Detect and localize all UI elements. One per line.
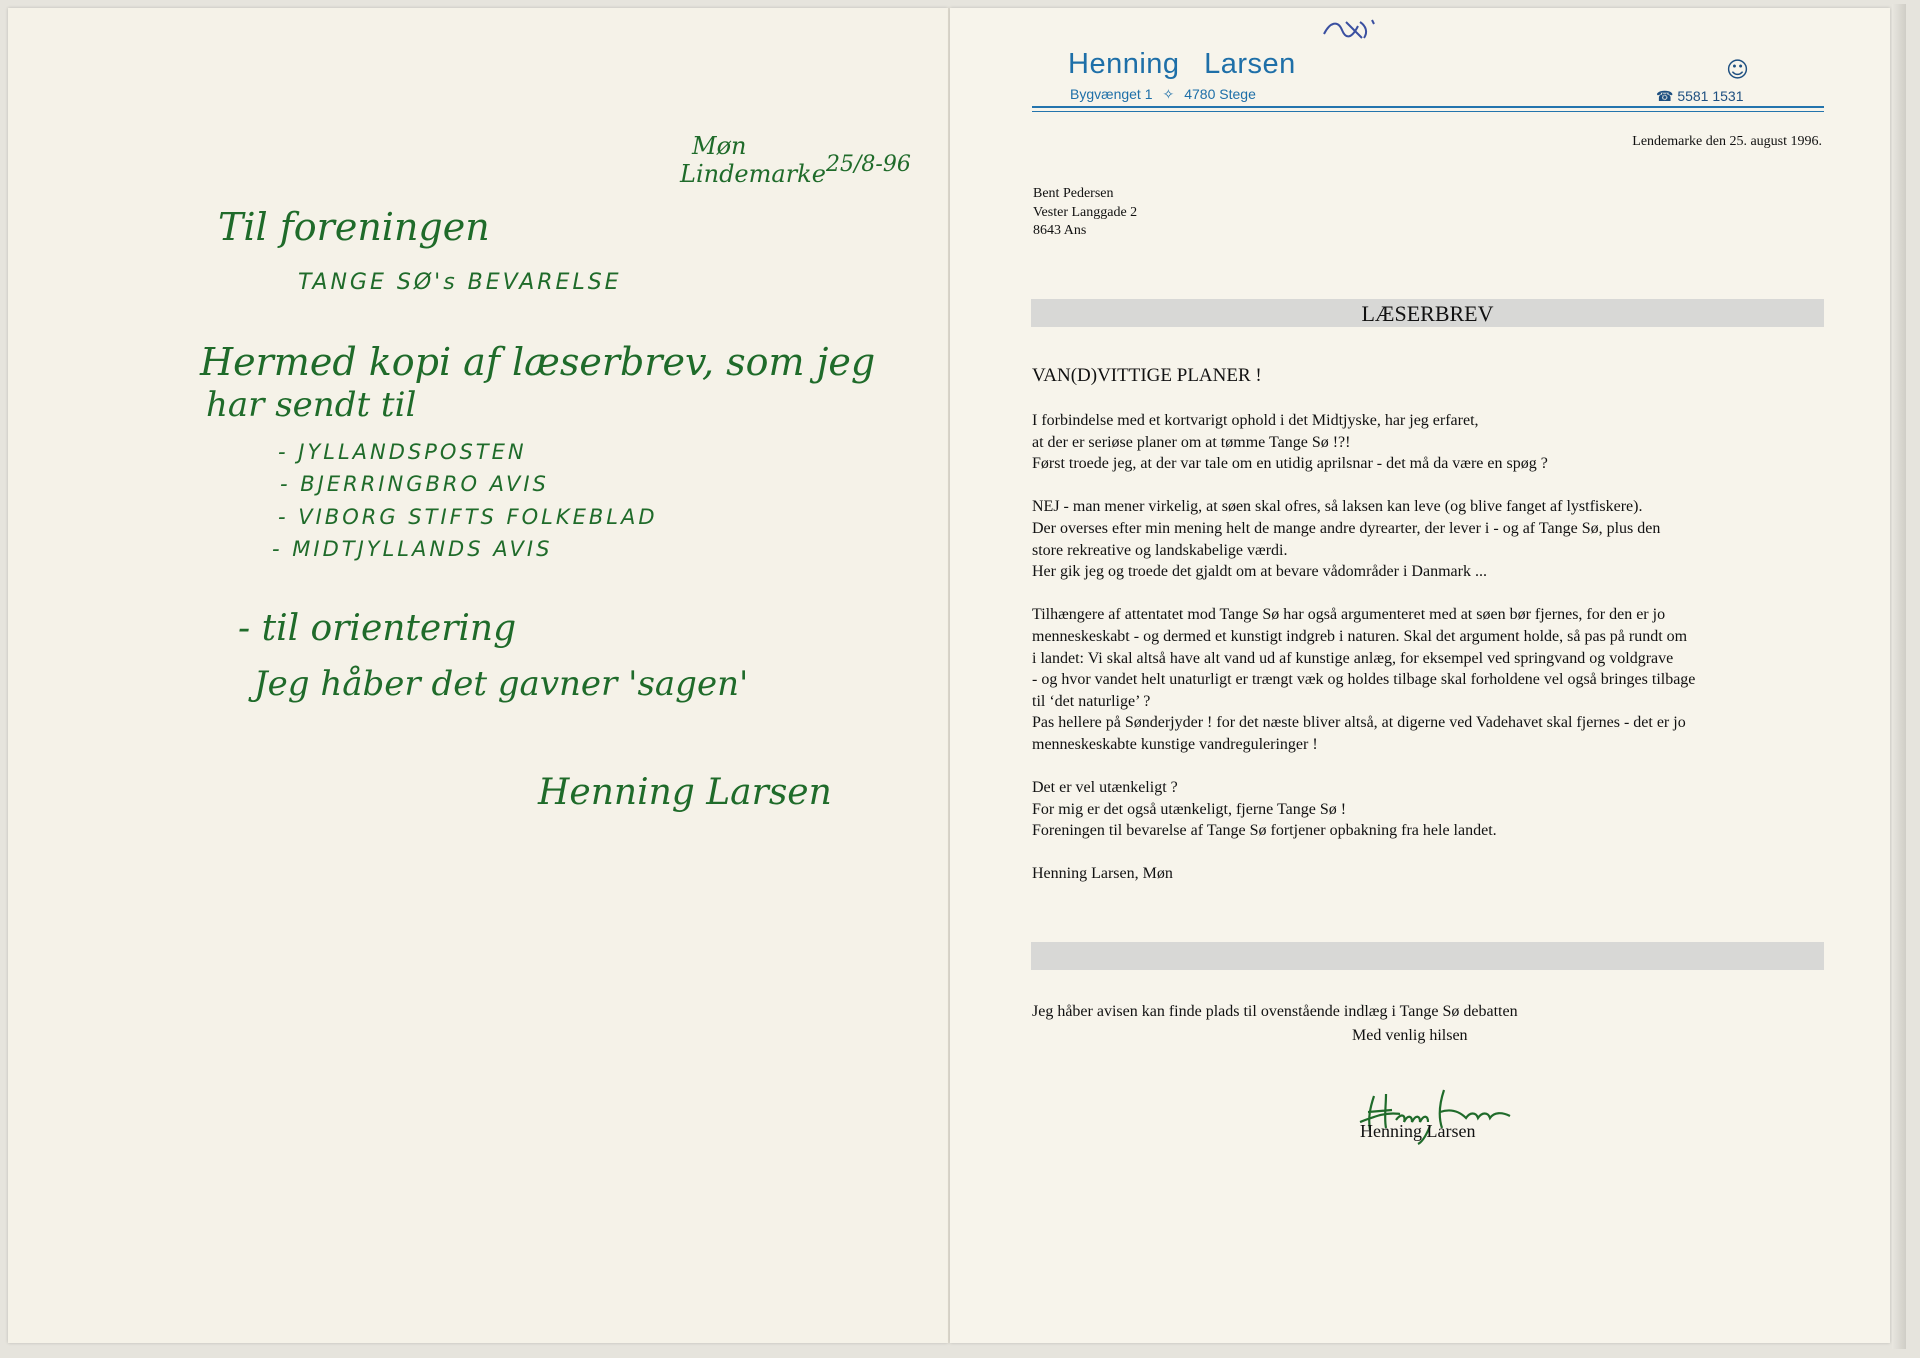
text-line: - og hvor vandet helt unaturligt er trængt væk og holdes tilbage skal forholdene vel også bringes tilbage <box>1032 671 1696 689</box>
text-line: Der overses efter min mening helt de mange andre dyrearter, der lever i - og af Tange Sø, plus den <box>1032 519 1661 537</box>
note-body-line1: Hermed kopi af læserbrev, som jeg <box>200 340 876 384</box>
binder-edge <box>1892 4 1906 1349</box>
recipient-city: 8643 Ans <box>1033 223 1087 238</box>
recipient-street: Vester Langgade 2 <box>1033 204 1138 220</box>
note-recipient: - JYLLANDSPOSTEN <box>278 440 527 464</box>
text-line: Pas hellere på Sønderjyder ! for det næste bliver altså, at digerne ved Vadehavet skal fjernes - det er jo <box>1032 714 1686 732</box>
note-date: 25/8-96 <box>826 152 911 177</box>
note-closing-line1: - til orientering <box>238 608 517 649</box>
text-line: menneskeskabte kunstige vandreguleringer ! <box>1032 735 1318 753</box>
text-line: store rekreative og landskabelige værdi. <box>1032 541 1288 559</box>
text-line: at der er seriøse planer om at tømme Tange Sø !?! <box>1032 433 1351 451</box>
text-line: Foreningen til bevarelse af Tange Sø fortjener opbakning fra hele landet. <box>1032 822 1497 840</box>
text-line: til ‘det naturlige’ ? <box>1032 692 1151 710</box>
regards-line: Med venlig hilsen <box>1352 1027 1468 1044</box>
text-line: i landet: Vi skal altså have alt vand ud af kunstige anlæg, for eksempel ved springvand og voldgrave <box>1032 649 1674 667</box>
note-body-line2: har sendt til <box>206 385 417 425</box>
note-greeting: Til foreningen <box>218 205 490 249</box>
text-line: Først troede jeg, at der var tale om en utidig aprilsnar - det må da være en spøg ? <box>1032 455 1548 473</box>
note-place: Møn <box>692 132 747 160</box>
address-separator-icon: ✧ <box>1162 86 1175 102</box>
letterhead-rule <box>1032 111 1824 112</box>
recipient-name: Bent Pedersen <box>1033 186 1114 201</box>
letter-paragraph <box>1032 777 1832 842</box>
text-line: Tilhængere af attentatet mod Tange Sø har også argumenteret med at søen bør fjernes, for den er jo <box>1032 606 1666 624</box>
text-line: I forbindelse med et kortvarigt ophold i det Midtjyske, har jeg erfaret, <box>1032 412 1479 429</box>
text-line: Henning Larsen, Møn <box>1032 865 1173 883</box>
letter-date: Lendemarke den 25. august 1996. <box>1632 134 1822 149</box>
note-closing-line2: Jeg håber det gavner 'sagen' <box>254 664 749 704</box>
smiley-icon: ☺ <box>1726 58 1749 83</box>
text-line: NEJ - man mener virkelig, at søen skal ofres, så laksen kan leve (og blive fanget af lystfiskere). <box>1032 498 1643 516</box>
letterhead-name: Henning Larsen <box>1068 48 1296 80</box>
letterhead-city: 4780 Stege <box>1184 86 1256 102</box>
text-line: Her gik jeg og troede det gjaldt om at bevare vådområder i Danmark ... <box>1032 563 1487 581</box>
letter-closing <box>1032 1001 1832 1044</box>
section-title: LÆSERBREV <box>1361 301 1494 326</box>
note-association-name: TANGE SØ's BEVARELSE <box>298 270 622 295</box>
note-recipient: - BJERRINGBRO AVIS <box>280 472 549 496</box>
letter-headline: VAN(D)VITTIGE PLANER ! <box>1032 365 1262 386</box>
text-line: menneskeskabt - og dermed et kunstigt indgreb i naturen. Skal det argument holde, så pas på rundt om <box>1032 627 1688 645</box>
letter-paragraph <box>1032 410 1832 475</box>
pen-scribble-mark <box>1318 16 1378 44</box>
letterhead-address <box>1070 86 1256 103</box>
recipient-address <box>1033 185 1137 241</box>
text-line: For mig er det også utænkeligt, fjerne Tange Sø ! <box>1032 800 1347 818</box>
note-town: Lindemarke <box>680 160 826 188</box>
letter-author-line <box>1032 863 1832 885</box>
divider-band <box>1031 942 1824 970</box>
letter-body <box>1032 410 1832 907</box>
letterhead-phone: ☎ 5581 1531 <box>1656 88 1744 104</box>
signature-name: Henning Larsen <box>1360 1121 1476 1141</box>
letter-paragraph <box>1032 604 1832 755</box>
note-signature: Henning Larsen <box>538 772 832 813</box>
letter-paragraph <box>1032 496 1832 582</box>
closing-line: Jeg håber avisen kan finde plads til ovenstående indlæg i Tange Sø debatten <box>1032 1003 1518 1020</box>
letterhead-street: Bygvænget 1 <box>1070 86 1153 102</box>
letterhead-rule <box>1032 106 1824 108</box>
note-recipient: - MIDTJYLLANDS AVIS <box>272 537 553 561</box>
text-line: Det er vel utænkeligt ? <box>1032 779 1178 797</box>
note-recipient: - VIBORG STIFTS FOLKEBLAD <box>278 505 658 529</box>
